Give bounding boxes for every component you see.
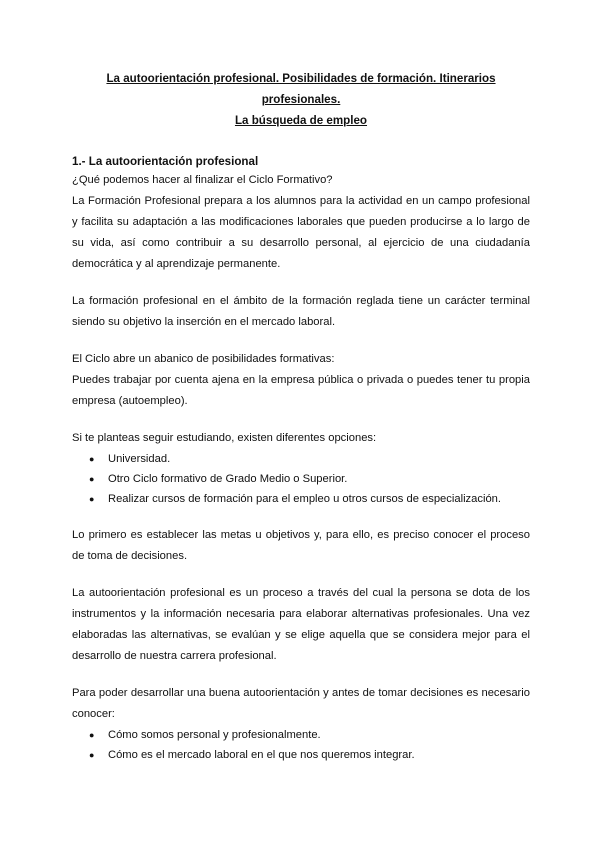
- question-line: ¿Qué podemos hacer al finalizar el Ciclo Formativo?: [72, 174, 333, 186]
- paragraph-formacion: La Formación Profesional prepara a los alumnos para la actividad en un campo profesional y facilita su adaptación a las modificaciones laborales que pueden producirse a lo largo de su vida, así como contribuir a su desarrollo personal, al ejercicio de una ciudadanía democrática y al aprendizaje permanente.: [72, 195, 530, 270]
- bullet-icon: ●: [89, 474, 95, 484]
- list-item: ● Cómo es el mercado laboral en el que nos queremos integrar.: [72, 745, 530, 765]
- list-item: ● Universidad.: [72, 449, 530, 469]
- list-item: ● Realizar cursos de formación para el empleo u otros cursos de especialización.: [72, 489, 530, 509]
- paragraph-autoorientacion: La autoorientación profesional es un proceso a través del cual la persona se dota de los instrumentos y la información necesaria para elaborar alternativas profesionales. Una vez elaboradas las alternativas, se evalúan y se elige aquella que se considera mejor para el desarrollo de nuestra carrera profesional.: [72, 587, 530, 662]
- list-item: ● Cómo somos personal y profesionalmente.: [72, 725, 530, 745]
- know-list: [72, 725, 530, 765]
- bullet-icon: ●: [89, 750, 95, 760]
- paragraph-metas: Lo primero es establecer las metas u objetivos y, para ello, es preciso conocer el proceso de toma de decisiones.: [72, 529, 530, 562]
- options-list: [72, 449, 530, 509]
- paragraph-formacion-reglada: La formación profesional en el ámbito de la formación reglada tiene un carácter terminal siendo su objetivo la inserción en el mercado laboral.: [72, 295, 530, 328]
- title-line-2: La búsqueda de empleo: [234, 114, 368, 127]
- list-item: ● Otro Ciclo formativo de Grado Medio o Superior.: [72, 469, 530, 489]
- document-title: [72, 68, 530, 131]
- bullet-icon: ●: [89, 454, 95, 464]
- bullet-icon: ●: [89, 494, 95, 504]
- paragraph-ciclo-intro: El Ciclo abre un abanico de posibilidades formativas:: [72, 353, 335, 365]
- bullet-icon: ●: [89, 730, 95, 740]
- paragraph-seguir-estudiando: Si te planteas seguir estudiando, existen diferentes opciones:: [72, 432, 377, 444]
- section-heading: 1.- La autoorientación profesional: [72, 155, 259, 168]
- title-line-1: La autoorientación profesional. Posibilidades de formación. Itinerarios profesionales.: [106, 72, 496, 106]
- paragraph-trabajar: Puedes trabajar por cuenta ajena en la empresa pública o privada o puedes tener tu propia empresa (autoempleo).: [72, 374, 530, 407]
- document-page: [72, 68, 530, 765]
- paragraph-conocer: Para poder desarrollar una buena autoorientación y antes de tomar decisiones es necesario conocer:: [72, 687, 530, 720]
